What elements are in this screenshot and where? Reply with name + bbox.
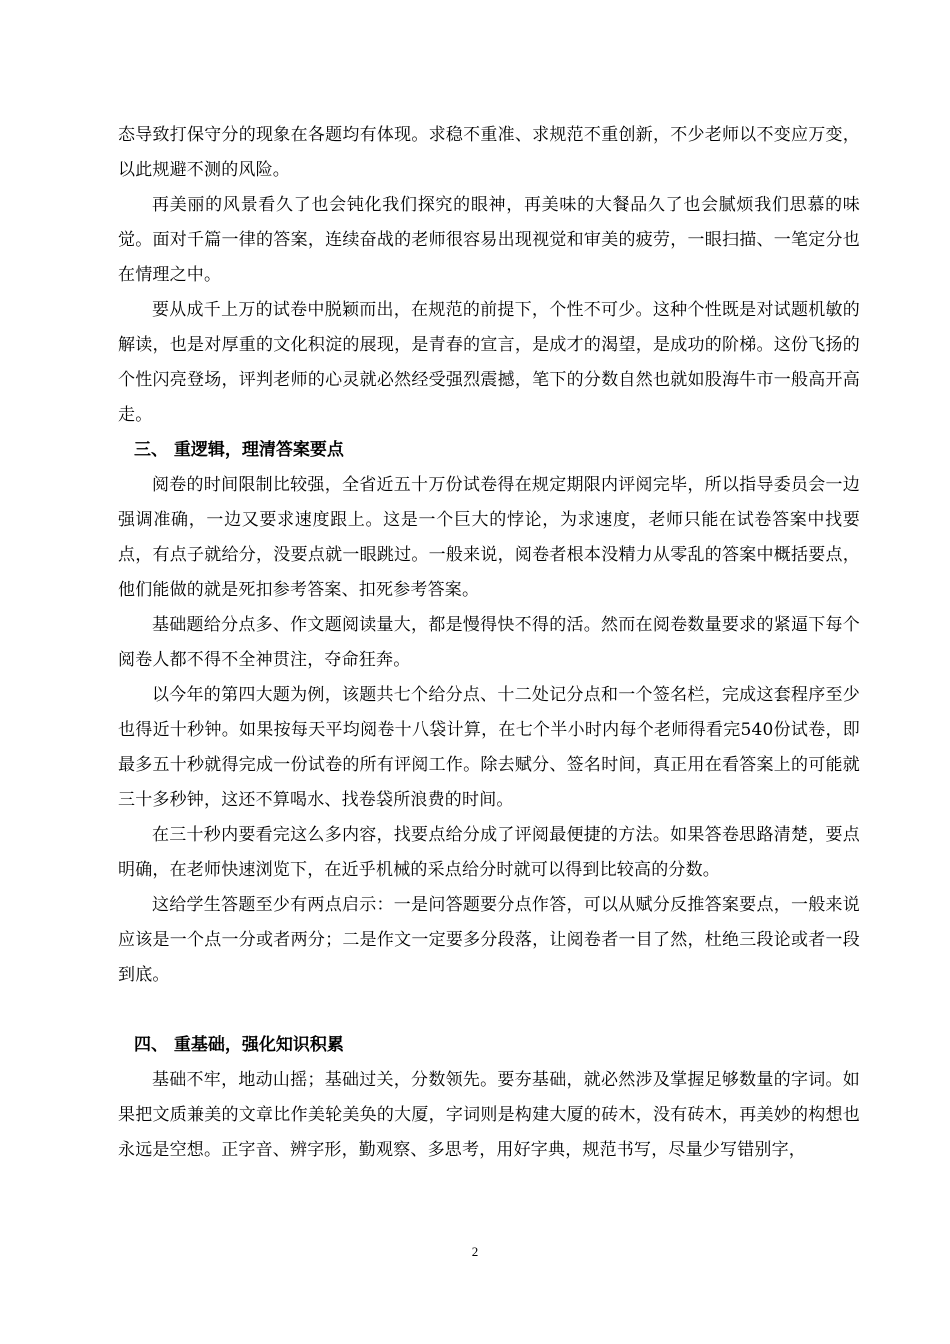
document-body xyxy=(118,118,860,1168)
paragraph: 基础题给分点多、作文题阅读量大，都是慢得快不得的活。然而在阅卷数量要求的紧逼下每个阅卷人都不得不全神贯注，夺命狂奔。 xyxy=(118,615,860,670)
paragraph: 要从成千上万的试卷中脱颖而出，在规范的前提下，个性不可少。这种个性既是对试题机敏的解读，也是对厚重的文化积淀的展现，是青春的宣言，是成才的渴望，是成功的阶梯。这份飞扬的个性闪亮登场，评判老师的心灵就必然经受强烈震撼，笔下的分数自然也就如股海牛市一般高开高走。 xyxy=(118,300,860,425)
page-number: 2 xyxy=(471,1244,479,1259)
paragraph: 再美丽的风景看久了也会钝化我们探究的眼神，再美味的大餐品久了也会腻烦我们思慕的味觉。面对千篇一律的答案，连续奋战的老师很容易出现视觉和审美的疲劳，一眼扫描、一笔定分也在情理之中。 xyxy=(118,195,860,285)
paragraph: 这给学生答题至少有两点启示：一是问答题要分点作答，可以从赋分反推答案要点，一般来说应该是一个点一分或者两分；二是作文一定要多分段落，让阅卷者一目了然，杜绝三段论或者一段到底。 xyxy=(118,895,860,985)
paragraph: 在三十秒内要看完这么多内容，找要点给分成了评阅最便捷的方法。如果答卷思路清楚，要点明确，在老师快速浏览下，在近乎机械的采点给分时就可以得到比较高的分数。 xyxy=(118,825,860,880)
blank-line xyxy=(118,993,860,1028)
section-heading: 三、 重逻辑，理清答案要点 xyxy=(134,440,344,460)
paragraph: 阅卷的时间限制比较强，全省近五十万份试卷得在规定期限内评阅完毕，所以指导委员会一边强调准确，一边又要求速度跟上。这是一个巨大的悖论，为求速度，老师只能在试卷答案中找要点，有点子就给分，没要点就一眼跳过。一般来说，阅卷者根本没精力从零乱的答案中概括要点，他们能做的就是死扣参考答案、扣死参考答案。 xyxy=(118,475,860,600)
paragraph: 基础不牢，地动山摇；基础过关，分数领先。要夯基础，就必然涉及掌握足够数量的字词。如果把文质兼美的文章比作美轮美奂的大厦，字词则是构建大厦的砖木，没有砖木，再美妙的构想也永远是空想。正字音、辨字形，勤观察、多思考，用好字典，规范书写，尽量少写错别字， xyxy=(118,1070,860,1160)
section-heading: 四、 重基础，强化知识积累 xyxy=(134,1035,344,1055)
paragraph: 态导致打保守分的现象在各题均有体现。求稳不重准、求规范不重创新，不少老师以不变应万变，以此规避不测的风险。 xyxy=(118,125,860,180)
paragraph: 以今年的第四大题为例，该题共七个给分点、十二处记分点和一个签名栏，完成这套程序至少也得近十秒钟。如果按每天平均阅卷十八袋计算，在七个半小时内每个老师得看完540份试卷，即最多五十秒就得完成一份试卷的所有评阅工作。除去赋分、签名时间，真正用在看答案上的可能就三十多秒钟，这还不算喝水、找卷袋所浪费的时间。 xyxy=(118,685,860,810)
